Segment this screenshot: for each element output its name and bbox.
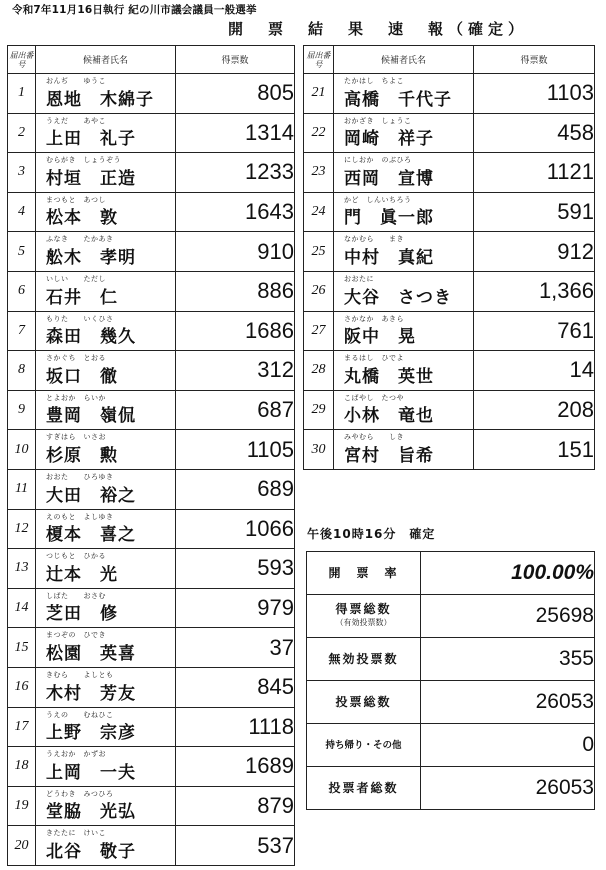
candidate-furigana: なかむら まき [344, 235, 404, 244]
candidate-row [304, 430, 595, 470]
candidate-votes: 537 [176, 826, 295, 866]
candidate-number: 25 [304, 232, 334, 272]
summary-label: 持ち帰り・その他 [307, 724, 421, 767]
candidate-votes: 1314 [176, 113, 295, 153]
candidate-row [8, 509, 295, 549]
candidate-votes: 689 [176, 469, 295, 509]
summary-value: 25698 [421, 595, 595, 638]
election-name: 紀の川市議会議員一般選挙 [128, 4, 257, 16]
candidate-name: 杉原 勲 [46, 445, 118, 466]
candidate-name: 豊岡 嶺侃 [46, 406, 136, 427]
candidate-name-cell [36, 747, 176, 787]
candidate-number: 3 [8, 153, 36, 193]
candidate-row [8, 667, 295, 707]
candidate-furigana: にしおか のぶひろ [344, 156, 412, 165]
candidate-row [304, 113, 595, 153]
candidate-row [8, 786, 295, 826]
candidate-row [304, 311, 595, 351]
summary-value: 0 [421, 724, 595, 767]
candidate-votes: 591 [474, 192, 595, 232]
candidate-number: 8 [8, 351, 36, 391]
candidate-name-cell [36, 192, 176, 232]
candidate-votes: 458 [474, 113, 595, 153]
candidate-number: 14 [8, 588, 36, 628]
candidate-number: 4 [8, 192, 36, 232]
header-votes: 得票数 [176, 46, 295, 74]
candidate-votes: 687 [176, 390, 295, 430]
candidate-name: 松園 英喜 [46, 643, 136, 664]
candidate-votes: 805 [176, 74, 295, 114]
candidate-furigana: しばた おさむ [46, 591, 106, 600]
candidate-row [8, 390, 295, 430]
candidate-votes: 312 [176, 351, 295, 391]
candidate-row [8, 271, 295, 311]
summary-row-count-rate [307, 552, 595, 595]
table-header-row [304, 46, 595, 74]
candidate-name-cell [334, 74, 474, 114]
candidate-row [8, 232, 295, 272]
candidate-name-cell [36, 271, 176, 311]
candidate-name: 北谷 敬子 [46, 841, 136, 862]
candidate-furigana: きむら よしとも [46, 670, 114, 679]
candidate-name: 坂口 徹 [46, 366, 118, 387]
table-header-row [8, 46, 295, 74]
candidate-votes: 886 [176, 271, 295, 311]
candidate-furigana: もりた いくひさ [46, 314, 114, 323]
candidate-furigana: ふなき たかあき [46, 235, 114, 244]
candidate-name-cell [334, 232, 474, 272]
candidate-name: 木村 芳友 [46, 683, 136, 704]
summary-table [306, 551, 595, 810]
candidate-number: 30 [304, 430, 334, 470]
candidate-name: 西岡 宣博 [344, 168, 434, 189]
candidate-furigana: おおた ひろゆき [46, 472, 114, 481]
candidate-row [8, 74, 295, 114]
summary-row-total-voters [307, 767, 595, 810]
candidate-name-cell [334, 153, 474, 193]
candidate-row [304, 192, 595, 232]
document-header [12, 2, 257, 17]
candidate-votes: 1118 [176, 707, 295, 747]
candidate-name: 芝田 修 [46, 604, 118, 625]
candidate-name-cell [36, 707, 176, 747]
candidate-furigana: きたたに けいこ [46, 829, 106, 838]
candidate-number: 18 [8, 747, 36, 787]
header-name: 候補者氏名 [334, 46, 474, 74]
candidate-number: 23 [304, 153, 334, 193]
candidate-row [8, 113, 295, 153]
candidate-row [8, 826, 295, 866]
candidate-name-cell [36, 509, 176, 549]
candidate-furigana: まつもと あつし [46, 195, 106, 204]
candidate-row [8, 469, 295, 509]
summary-row-total-ballots [307, 681, 595, 724]
candidate-number: 22 [304, 113, 334, 153]
candidate-name: 堂脇 光弘 [46, 802, 136, 823]
candidate-votes: 208 [474, 390, 595, 430]
candidate-number: 20 [8, 826, 36, 866]
candidate-name: 門 眞一郎 [344, 208, 434, 229]
candidate-name: 上野 宗彦 [46, 723, 136, 744]
candidate-number: 16 [8, 667, 36, 707]
candidate-name-cell [334, 430, 474, 470]
candidate-number: 7 [8, 311, 36, 351]
candidate-votes: 1233 [176, 153, 295, 193]
header-number: 届出番号 [8, 46, 36, 74]
candidate-votes: 1105 [176, 430, 295, 470]
candidate-furigana: うえおか かずお [46, 750, 106, 759]
candidate-row [8, 153, 295, 193]
election-date: 令和7年11月16日執行 [12, 4, 125, 16]
candidate-name: 上田 礼子 [46, 129, 136, 150]
candidate-name-cell [36, 390, 176, 430]
candidate-name-cell [36, 549, 176, 589]
summary-label: 無効投票数 [307, 638, 421, 681]
summary-label: 投票総数 [307, 681, 421, 724]
summary-value: 100.00% [421, 552, 595, 595]
candidate-name-cell [36, 311, 176, 351]
candidate-row [8, 747, 295, 787]
candidate-name: 丸橋 英世 [344, 366, 434, 387]
candidate-number: 24 [304, 192, 334, 232]
candidate-furigana: まつぞの ひでき [46, 631, 106, 640]
candidate-furigana: むらがき しょうぞう [46, 156, 121, 165]
candidate-name-cell [36, 113, 176, 153]
candidate-votes: 979 [176, 588, 295, 628]
candidate-name-cell [36, 667, 176, 707]
candidate-row [304, 153, 595, 193]
candidate-name: 高橋 千代子 [344, 89, 452, 110]
candidate-votes: 761 [474, 311, 595, 351]
candidate-furigana: かど しんいちろう [344, 195, 412, 204]
confirmed-time: 午後10時16分 確定 [307, 527, 436, 541]
candidate-name: 岡崎 祥子 [344, 129, 434, 150]
candidate-name-cell [36, 351, 176, 391]
candidate-number: 29 [304, 390, 334, 430]
candidate-number: 27 [304, 311, 334, 351]
summary-value: 26053 [421, 681, 595, 724]
summary-label: 開 票 率 [307, 552, 421, 595]
candidate-name: 大田 裕之 [46, 485, 136, 506]
candidate-number: 17 [8, 707, 36, 747]
candidate-number: 2 [8, 113, 36, 153]
summary-label: 投票者総数 [307, 767, 421, 810]
candidate-name-cell [334, 271, 474, 311]
header-number: 届出番号 [304, 46, 334, 74]
candidate-name: 舩木 孝明 [46, 247, 136, 268]
candidate-furigana: どうわき みつひろ [46, 789, 114, 798]
candidate-votes: 845 [176, 667, 295, 707]
candidate-name: 森田 幾久 [46, 327, 136, 348]
summary-row-invalid-votes [307, 638, 595, 681]
candidate-row [304, 232, 595, 272]
candidate-name: 榎本 喜之 [46, 525, 136, 546]
candidate-name-cell [36, 430, 176, 470]
summary-sublabel: （有効投票数） [335, 618, 392, 627]
candidate-name-cell [334, 351, 474, 391]
candidate-furigana: いしい ただし [46, 274, 106, 283]
candidate-number: 5 [8, 232, 36, 272]
candidate-number: 26 [304, 271, 334, 311]
candidate-furigana: さかなか あきら [344, 314, 404, 323]
candidate-name-cell [36, 153, 176, 193]
candidate-number: 6 [8, 271, 36, 311]
candidate-furigana: すぎはら いさお [46, 433, 106, 442]
candidate-votes: 37 [176, 628, 295, 668]
page-title: 開 票 結 果 速 報（確定） [228, 20, 529, 38]
candidate-votes: 151 [474, 430, 595, 470]
candidate-name: 宮村 旨希 [344, 445, 434, 466]
candidate-number: 15 [8, 628, 36, 668]
candidate-name-cell [36, 826, 176, 866]
candidate-votes: 1103 [474, 74, 595, 114]
candidate-number: 28 [304, 351, 334, 391]
candidate-number: 10 [8, 430, 36, 470]
candidate-furigana: とよおか らいか [46, 393, 106, 402]
candidate-votes: 1121 [474, 153, 595, 193]
candidate-votes: 1,366 [474, 271, 595, 311]
candidate-votes: 1689 [176, 747, 295, 787]
header-name: 候補者氏名 [36, 46, 176, 74]
candidate-furigana: おかざき しょうこ [344, 116, 412, 125]
candidate-name-cell [334, 311, 474, 351]
header-votes: 得票数 [474, 46, 595, 74]
candidate-row [8, 192, 295, 232]
candidate-votes: 593 [176, 549, 295, 589]
candidate-furigana: みやむら しき [344, 433, 404, 442]
candidate-furigana: うえだ あやこ [46, 116, 106, 125]
candidate-votes: 912 [474, 232, 595, 272]
candidate-row [8, 430, 295, 470]
candidate-votes: 1643 [176, 192, 295, 232]
candidate-row [8, 311, 295, 351]
candidate-furigana: つじもと ひかる [46, 552, 106, 561]
candidate-row [8, 549, 295, 589]
candidate-number: 13 [8, 549, 36, 589]
candidate-name-cell [334, 390, 474, 430]
summary-row-valid-votes [307, 595, 595, 638]
candidate-number: 19 [8, 786, 36, 826]
candidate-row [8, 588, 295, 628]
candidate-votes: 879 [176, 786, 295, 826]
candidate-name-cell [36, 232, 176, 272]
candidate-row [8, 707, 295, 747]
candidate-row [304, 390, 595, 430]
candidate-row [304, 271, 595, 311]
candidate-name: 石井 仁 [46, 287, 118, 308]
candidate-row [8, 351, 295, 391]
candidate-name: 中村 真紀 [344, 247, 434, 268]
candidate-number: 1 [8, 74, 36, 114]
candidate-name-cell [36, 628, 176, 668]
candidate-name: 辻本 光 [46, 564, 118, 585]
candidate-name-cell [36, 786, 176, 826]
summary-value: 355 [421, 638, 595, 681]
candidate-name-cell [36, 588, 176, 628]
candidate-name-cell [334, 113, 474, 153]
results-table-left [7, 45, 295, 866]
candidate-name: 阪中 晃 [344, 327, 416, 348]
candidate-votes: 910 [176, 232, 295, 272]
candidate-row [8, 628, 295, 668]
candidate-number: 9 [8, 390, 36, 430]
results-table-right [303, 45, 595, 470]
candidate-number: 11 [8, 469, 36, 509]
candidate-number: 12 [8, 509, 36, 549]
candidate-row [304, 74, 595, 114]
candidate-furigana: うえの むねひこ [46, 710, 114, 719]
candidate-name: 小林 竜也 [344, 406, 434, 427]
candidate-votes: 1066 [176, 509, 295, 549]
candidate-number: 21 [304, 74, 334, 114]
summary-label: 得票総数 [335, 602, 392, 616]
candidate-furigana: おんぢ ゆうこ [46, 77, 106, 85]
candidate-furigana: たかはし ちよこ [344, 77, 404, 85]
candidate-name: 大谷 さつき [344, 287, 452, 308]
candidate-furigana: まるはし ひでよ [344, 354, 404, 363]
candidate-furigana: えのもと よしゆき [46, 512, 114, 521]
candidate-row [304, 351, 595, 391]
summary-value: 26053 [421, 767, 595, 810]
candidate-name: 村垣 正造 [46, 168, 136, 189]
candidate-name-cell [36, 74, 176, 114]
candidate-name-cell [36, 469, 176, 509]
candidate-furigana: おおたに [344, 274, 374, 283]
summary-row-taken-home [307, 724, 595, 767]
candidate-votes: 1686 [176, 311, 295, 351]
candidate-furigana: こばやし たつや [344, 393, 404, 402]
candidate-name: 上岡 一夫 [46, 762, 136, 783]
candidate-name: 恩地 木綿子 [46, 89, 154, 110]
candidate-name: 松本 敦 [46, 208, 118, 229]
candidate-furigana: さかぐち とおる [46, 354, 106, 363]
candidate-name-cell [334, 192, 474, 232]
candidate-votes: 14 [474, 351, 595, 391]
